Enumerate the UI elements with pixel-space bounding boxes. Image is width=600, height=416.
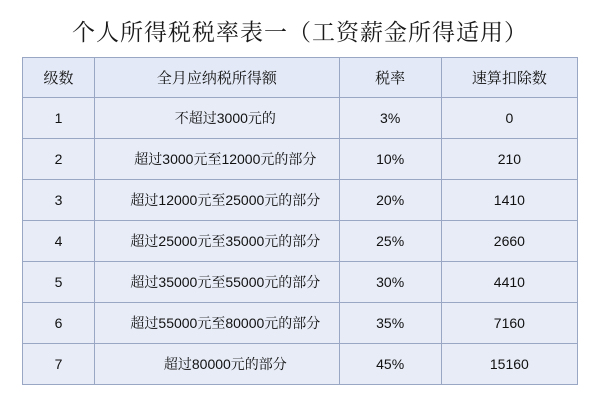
cell-deduction: 2660 — [441, 221, 577, 262]
cell-deduction: 4410 — [441, 262, 577, 303]
cell-deduction: 210 — [441, 139, 577, 180]
table-row — [23, 221, 578, 262]
column-header-deduction: 速算扣除数 — [441, 58, 577, 98]
cell-level: 7 — [23, 344, 95, 385]
cell-level: 3 — [23, 180, 95, 221]
table-row — [23, 344, 578, 385]
table-header — [23, 58, 578, 98]
cell-level: 6 — [23, 303, 95, 344]
page-title: 个人所得税税率表一（工资薪金所得适用） — [72, 20, 528, 45]
cell-amount: 超过55000元至80000元的部分 — [95, 303, 339, 344]
tax-rate-table — [22, 57, 578, 385]
cell-amount: 超过12000元至25000元的部分 — [95, 180, 339, 221]
cell-amount: 不超过3000元的 — [95, 98, 339, 139]
table-header-row — [23, 58, 578, 98]
table-row — [23, 262, 578, 303]
table-row — [23, 180, 578, 221]
cell-rate: 10% — [339, 139, 441, 180]
cell-amount: 超过35000元至55000元的部分 — [95, 262, 339, 303]
table-row — [23, 98, 578, 139]
cell-deduction: 0 — [441, 98, 577, 139]
cell-level: 1 — [23, 98, 95, 139]
cell-amount: 超过25000元至35000元的部分 — [95, 221, 339, 262]
cell-amount: 超过80000元的部分 — [95, 344, 339, 385]
cell-level: 4 — [23, 221, 95, 262]
column-header-level: 级数 — [23, 58, 95, 98]
cell-deduction: 15160 — [441, 344, 577, 385]
cell-rate: 45% — [339, 344, 441, 385]
cell-level: 2 — [23, 139, 95, 180]
cell-rate: 30% — [339, 262, 441, 303]
cell-deduction: 7160 — [441, 303, 577, 344]
cell-rate: 35% — [339, 303, 441, 344]
table-row — [23, 303, 578, 344]
column-header-rate: 税率 — [339, 58, 441, 98]
table-row — [23, 139, 578, 180]
cell-deduction: 1410 — [441, 180, 577, 221]
cell-rate: 20% — [339, 180, 441, 221]
column-header-amount: 全月应纳税所得额 — [95, 58, 339, 98]
cell-amount: 超过3000元至12000元的部分 — [95, 139, 339, 180]
table-body — [23, 98, 578, 385]
cell-rate: 25% — [339, 221, 441, 262]
cell-rate: 3% — [339, 98, 441, 139]
cell-level: 5 — [23, 262, 95, 303]
table-container — [0, 57, 600, 385]
